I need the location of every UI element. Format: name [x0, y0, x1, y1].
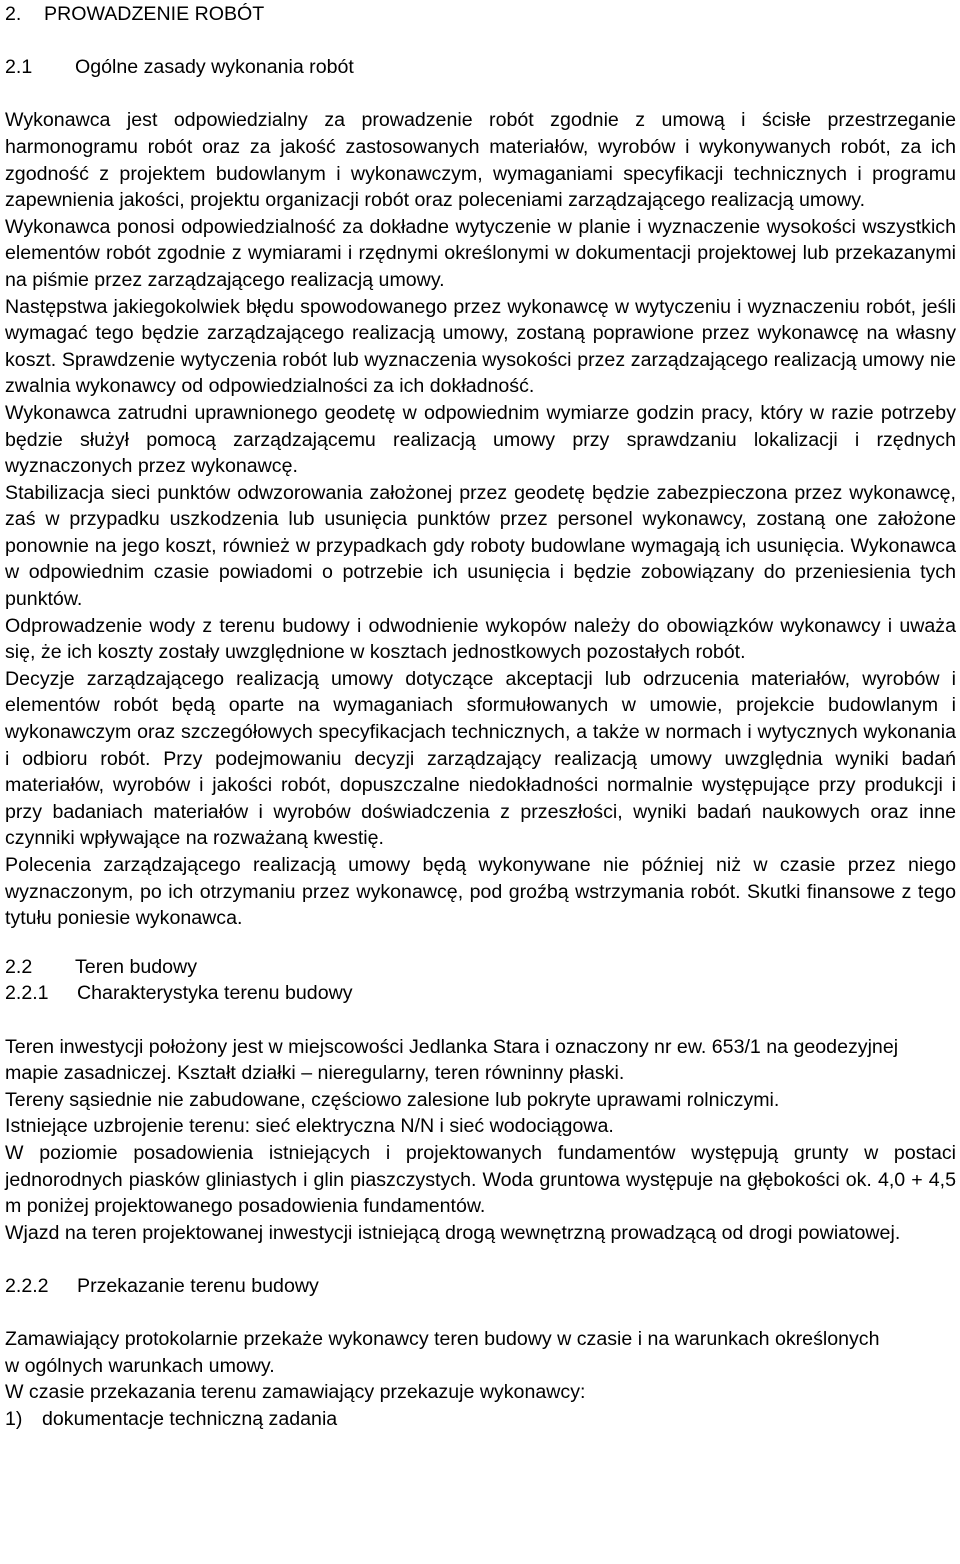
list-item-number: 1) [5, 1407, 23, 1430]
paragraph: W czasie przekazania terenu zamawiający przekazuje wykonawcy: [5, 1381, 586, 1404]
paragraph: Następstwa jakiegokolwiek błędu spowodowanego przez wykonawcę w wytyczeniu i wyznaczeniu robót, jeśli wymagać tego będzie zarządzającego realizacją umowy, zostaną poprawione przez wykonawcę na własny koszt. Sprawdzenie wytyczenia robót lub wyznaczenia wysokości przez zarządzającego realizacją umowy nie zwalnia wykonawcy od odpowiedzialności za ich dokładność. [5, 295, 956, 398]
spacer [5, 28, 956, 55]
subsection-title: Przekazanie terenu budowy [77, 1274, 319, 1297]
subsection-title: Ogólne zasady wykonania robót [75, 56, 354, 79]
paragraph: Zamawiający protokolarnie przekaże wykonawcy teren budowy w czasie i na warunkach określonych w ogólnych warunkach umowy. [5, 1328, 880, 1377]
paragraph: Wykonawca ponosi odpowiedzialność za dokładne wytyczenie w planie i wyznaczenie wysokości wszystkich elementów robót zgodnie z wymiarami i rzędnymi określonymi w dokumentacji projektowej lub przekazanymi na piśmie przez zarządzającego realizacją umowy. [5, 215, 956, 291]
section-2-2-2-body [5, 1326, 956, 1432]
paragraph: Wjazd na teren projektowanej inwestycji istniejącą drogą wewnętrzną prowadzącą od drogi powiatowej. [5, 1221, 901, 1244]
subsection-number: 2.2.2 [5, 1274, 49, 1297]
subsection-heading-2-2-2 [5, 1273, 956, 1300]
section-2-2-1-body [5, 1034, 956, 1247]
list-item [5, 1406, 956, 1433]
paragraph: Teren inwestycji położony jest w miejscowości Jedlanka Stara i oznaczony nr ew. 653/1 na geodezyjnej mapie zasadniczej. Kształt działki – nieregularny, teren równinny płaski. [5, 1035, 899, 1085]
paragraph: Polecenia zarządzającego realizacją umowy będą wykonywane nie później niż w czasie przez niego wyznaczonym, po ich otrzymaniu przez wykonawcę, pod groźbą wstrzymania robót. Skutki finansowe z tego tytułu poniesie wykonawca. [5, 854, 956, 930]
subsection-heading-2-2-1 [5, 980, 956, 1007]
spacer [5, 81, 956, 108]
list-item-text: dokumentacje techniczną zadania [42, 1407, 338, 1430]
paragraph: W poziomie posadowienia istniejących i projektowanych fundamentów występują grunty w postaci jednorodnych piasków gliniastych i glin piaszczystych. Woda gruntowa występuje na głębokości ok. 4,0 + 4,5 m poniżej projektowanego posadowienia fundamentów. [5, 1141, 956, 1218]
paragraph: Stabilizacja sieci punktów odwzorowania założonej przez geodetę będzie zabezpieczona przez wykonawcę, zaś w przypadku uszkodzenia lub usunięcia punktów przez personel wykonawcy, zostaną one założone ponownie na jego koszt, również w przypadkach gdy roboty budowlane wymagają ich usunięcia. Wykonawca w odpowiednim czasie powiadomi o potrzebie ich usunięcia i będzie zobowiązany do przeniesienia tych punktów. [5, 481, 956, 611]
section-heading [5, 1, 956, 28]
numbered-list [5, 1406, 956, 1433]
section-2-1-body [5, 107, 956, 931]
section-title: PROWADZENIE ROBÓT [44, 3, 265, 25]
subsection-number: 2.1 [5, 56, 33, 79]
subsection-number: 2.2.1 [5, 982, 49, 1005]
subsection-heading-2-1 [5, 54, 956, 81]
subsection-title: Charakterystyka terenu budowy [77, 982, 353, 1005]
spacer [5, 1007, 956, 1034]
document-page [0, 1, 960, 1564]
paragraph: Wykonawca zatrudni uprawnionego geodetę w odpowiednim wymiarze godzin pracy, który w razie potrzeby będzie służył pomocą zarządzającemu realizacją umowy przy sprawdzaniu lokalizacji i rzędnych wyznaczonych przez wykonawcę. [5, 401, 956, 478]
subsection-heading-2-2 [5, 954, 956, 981]
paragraph: Wykonawca jest odpowiedzialny za prowadzenie robót zgodnie z umową i ścisłe przestrzeganie harmonogramu robót oraz za jakość zastosowanych materiałów, wyrobów i wykonywanych robót, za ich zgodność z projektem budowlanym i wykonawczym, wymaganiami specyfikacji technicznych i programu zapewnienia jakości, projektu organizacji robót oraz poleceniami zarządzającego realizacją umowy. [5, 109, 956, 212]
spacer [5, 1246, 956, 1273]
section-number: 2. [5, 3, 22, 25]
paragraph: Tereny sąsiednie nie zabudowane, częściowo zalesione lub pokryte uprawami rolniczymi. [5, 1088, 780, 1111]
paragraph: Odprowadzenie wody z terenu budowy i odwodnienie wykopów należy do obowiązków wykonawcy i uważa się, że ich koszty zostały uwzględnione w kosztach jednostkowych pozostałych robót. [5, 614, 956, 664]
spacer [5, 932, 956, 954]
spacer [5, 1300, 956, 1327]
paragraph: Decyzje zarządzającego realizacją umowy dotyczące akceptacji lub odrzucenia materiałów, wyrobów i elementów robót będą oparte na wymaganiach sformułowanych w umowie, projekcie budowlanym i wykonawczym oraz szczegółowych specyfikacjach technicznych, a także w normach i wytycznych wykonania i odbioru robót. Przy podejmowaniu decyzji zarządzający realizacją umowy uwzględnia wyniki badań materiałów, wyrobów i jakości robót, dopuszczalne niedokładności normalnie występujące przy produkcji i przy badaniach materiałów i wyrobów doświadczenia z przeszłości, wyniki badań naukowych oraz inne czynniki wpływające na rozważaną kwestię. [5, 667, 956, 850]
subsection-title: Teren budowy [75, 955, 197, 978]
subsection-number: 2.2 [5, 955, 33, 978]
paragraph: Istniejące uzbrojenie terenu: sieć elektryczna N/N i sieć wodociągowa. [5, 1115, 614, 1138]
